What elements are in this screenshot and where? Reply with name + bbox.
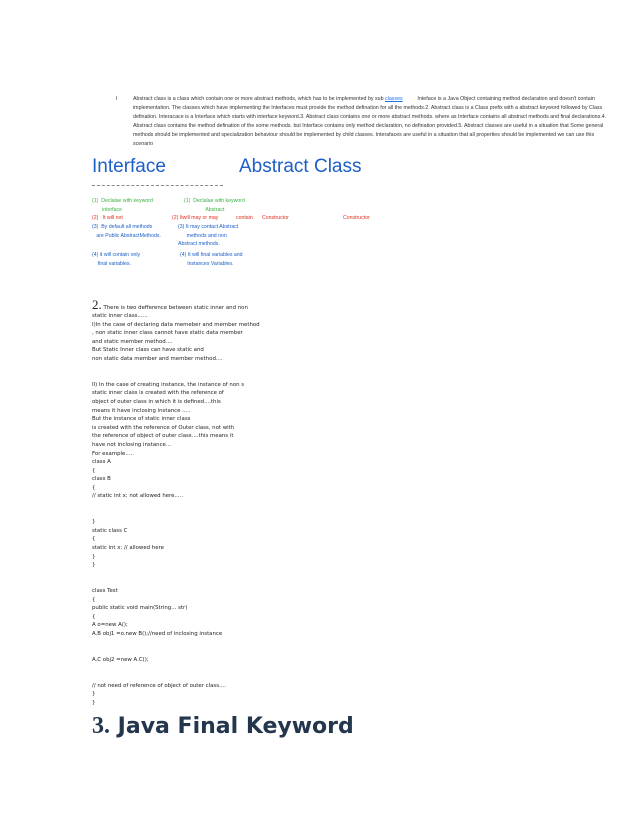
interface-heading: Interface [92, 156, 166, 177]
row4-interface-cell: (4) it will contain only final variables. [92, 252, 141, 267]
section2-first-line: There is two defference between static inner and non [101, 305, 248, 311]
section2-num-text: 2. [92, 297, 102, 312]
row2-interface-cell: (2) It will not [92, 215, 123, 221]
section3-title: Java Final Keyword [110, 714, 354, 739]
section2-number [92, 297, 248, 313]
section3-number: 3. [92, 713, 110, 739]
row2-constructor-1: Constructor [262, 215, 289, 221]
paragraph-body [133, 95, 611, 149]
section2-body: static inner class...... I)In the case of declaring data memeber and member method , non static inner class cannot have static data member and static member method.... But Static Inner class can have static and non static data member and member method.... II) In the case of creating instance, the instance of non s static inner class is created with the reference of object of outer class in which it is defined....this means it have inclosing instance ..... But the instance of static inner class is created with the reference of Outer class, not with the reference of object of outer class....this means it have not inclosing instance... For example..... class A { class B { // static int x; not allowed here..... } static class C { static int x; // allowed here } } class Test { public static void main(String... str) { A o=new A(); A.B obj1 =o.new B();//need of inclosing instance A.C obj2 =new A.C(); // not need of reference of object of outer class.... } } [92, 313, 260, 706]
abstract-class-heading: Abstract Class [239, 156, 362, 177]
classes-link[interactable]: classes [385, 96, 403, 102]
row1-abstract-cell: (1) Declalae with keyword Abstract [184, 198, 245, 213]
list-numeral: I [116, 96, 118, 102]
dashed-divider [92, 185, 223, 186]
section3-heading [92, 713, 354, 740]
row1-interface-cell: (1) Declalae with keyword interface [92, 198, 153, 213]
row3-interface-cell: (3) By default all methods are Public AbstractMethods. [92, 224, 161, 239]
row3-abstract-cell: (3) It may contact Abstract methods and non Abstract methods. [178, 224, 239, 248]
row2-abstract-cell: (2) Itwill may or may [172, 215, 219, 221]
row2-contain-word: contain [236, 215, 253, 221]
row2-constructor-2: Constructor [343, 215, 370, 221]
row4-abstract-cell: (4) It will final variables and Instances Variables. [180, 252, 243, 267]
paragraph-text-start: Abstract class is a class which contain one or more abstract methods, which has to be implemented by sub [133, 96, 386, 102]
paragraph-text-rest: Inteface is a Java Object containing method declaration and doesn't contain implementation. The classes which have implementing the Interfaces must provide the method defination for all the methods.2. Abstract class is a Class prefix with a abstract keyword followed by Class defination. Interacace is a Interface which starts with interface keyword.3. Abstract class contains one or more abstract methods. where as Interface contains all abstract methods and final declarations.4. Abstract class contains the method defination of the some methods. but Interface contains only method declaration, no defination provided.5. Abstract classes are useful in a situation that Some general methods should be implemented and specialization behaviour should be implemented by child classes. Interafaces are useful in a situation that all properties should be implemented we can use this scenario [133, 96, 608, 147]
